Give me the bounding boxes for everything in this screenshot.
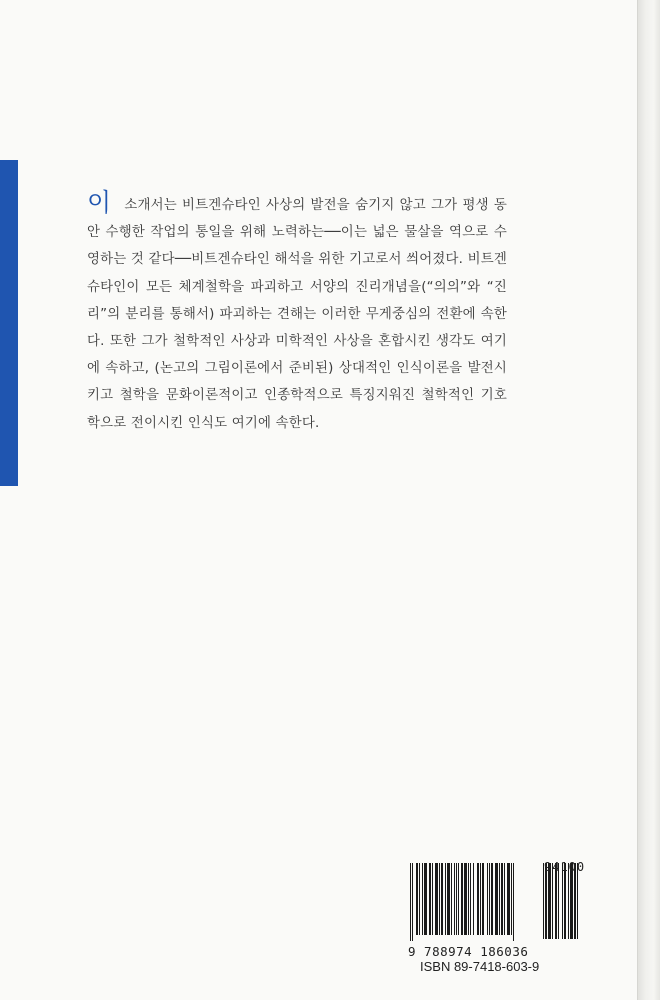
- barcode-block: [408, 860, 596, 983]
- blurb-text: 소개서는 비트겐슈타인 사상의 발전을 숨기지 않고 그가 평생 동안 수행한 작업의 통일을 위해 노력하는──이는 넓은 물살을 역으로 수영하는 것 같다──비트겐슈타인 해석을 위한 기고로서 씌어졌다. 비트겐슈타인이 모든 체계철학을 파괴하고 서양의 진리개념을(“의의”와 “진리”의 분리를 통해서) 파괴하는 견해는 이러한 무게중심의 전환에 속한다. 또한 그가 철학적인 사상과 미학적인 사상을 혼합시킨 생각도 여기에 속하고, (논고의 그림이론에서 준비된) 상대적인 인식이론을 발전시키고 철학을 문화이론적이고 인종학적으로 특징지워진 철학적인 기호학으로 전이시킨 인식도 여기에 속한다.: [87, 198, 507, 431]
- isbn-number: ISBN 89-7418-603-9: [420, 959, 540, 974]
- blurb-paragraph: [87, 188, 507, 437]
- accent-bar: [0, 160, 18, 486]
- addon-digits: 94100: [544, 860, 586, 874]
- addon-barcode: [541, 863, 597, 943]
- ean-barcode: [408, 863, 538, 943]
- barcode-digits: 9 788974 186036: [408, 944, 529, 959]
- spine-edge: [638, 0, 660, 1000]
- blurb-initial: 이: [87, 188, 112, 217]
